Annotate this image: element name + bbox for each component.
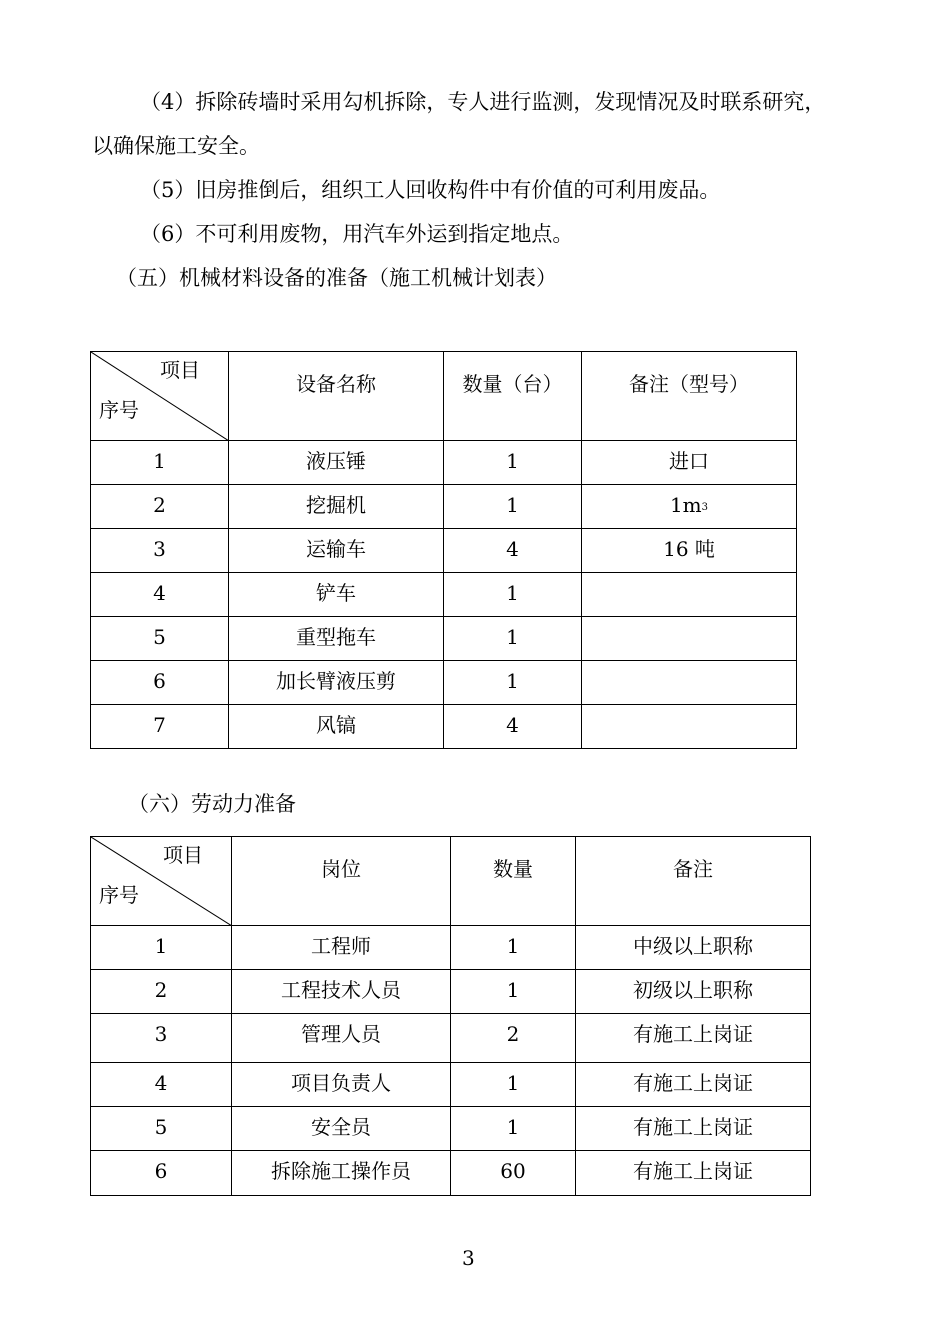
header-equipment-name: 设备名称: [229, 352, 444, 441]
table-row: [91, 441, 797, 485]
cell-remarks: [582, 617, 797, 661]
table-row: [91, 970, 811, 1014]
cell-remarks: 进口: [582, 441, 797, 485]
cell-serial: 2: [91, 970, 232, 1014]
cell-remarks: 有施工上岗证: [576, 1014, 811, 1063]
header-remarks-model: 备注（型号）: [582, 352, 797, 441]
cell-quantity: 1: [444, 617, 582, 661]
table-row: [91, 926, 811, 970]
cell-equipment-name: 风镐: [229, 705, 444, 749]
cell-equipment-name: 重型拖车: [229, 617, 444, 661]
page-number: 3: [462, 1246, 475, 1270]
table-row: [91, 573, 797, 617]
cell-quantity: 1: [451, 1107, 576, 1151]
cell-quantity: 1: [451, 970, 576, 1014]
paragraph-item-4-continued: 以确保施工安全。: [92, 134, 260, 158]
table-row: [91, 485, 797, 529]
cell-serial: 7: [91, 705, 229, 749]
cell-quantity: 1: [444, 573, 582, 617]
cell-serial: 4: [91, 573, 229, 617]
cell-post: 拆除施工操作员: [232, 1151, 451, 1196]
header-remarks: 备注: [576, 837, 811, 926]
cell-serial: 6: [91, 661, 229, 705]
remark-unit: 1m: [669, 493, 702, 517]
corner-label-item: 项目: [163, 843, 203, 867]
cell-serial: 5: [91, 617, 229, 661]
cell-remarks: 有施工上岗证: [576, 1107, 811, 1151]
cell-remarks: 有施工上岗证: [576, 1151, 811, 1196]
paragraph-item-6: （6）不可利用废物，用汽车外运到指定地点。: [140, 222, 574, 246]
cell-serial: 3: [91, 529, 229, 573]
table-row: [91, 1151, 811, 1196]
corner-label-serial: 序号: [99, 883, 139, 907]
cell-equipment-name: 运输车: [229, 529, 444, 573]
header-quantity: 数量: [451, 837, 576, 926]
machinery-table-header-row: [91, 352, 797, 441]
corner-label-serial: 序号: [99, 398, 139, 422]
cell-post: 项目负责人: [232, 1063, 451, 1107]
cell-quantity: 1: [444, 485, 582, 529]
header-post: 岗位: [232, 837, 451, 926]
cell-equipment-name: 液压锤: [229, 441, 444, 485]
corner-label-item: 项目: [160, 358, 200, 382]
cell-serial: 3: [91, 1014, 232, 1063]
cell-post: 安全员: [232, 1107, 451, 1151]
cell-equipment-name: 铲车: [229, 573, 444, 617]
section-title-machinery: （五）机械材料设备的准备（施工机械计划表）: [116, 266, 557, 290]
cell-serial: 6: [91, 1151, 232, 1196]
cell-remarks: 中级以上职称: [576, 926, 811, 970]
table-row: [91, 1063, 811, 1107]
table-row: [91, 1014, 811, 1063]
labor-table: [90, 836, 811, 1196]
cell-remarks: [582, 661, 797, 705]
labor-table-header-row: [91, 837, 811, 926]
table-row: [91, 661, 797, 705]
labor-table-corner-cell: [91, 837, 232, 926]
cell-quantity: 4: [444, 529, 582, 573]
cell-serial: 2: [91, 485, 229, 529]
cell-remarks: [582, 705, 797, 749]
cell-quantity: 4: [444, 705, 582, 749]
paragraph-item-4: （4）拆除砖墙时采用勾机拆除，专人进行监测，发现情况及时联系研究，: [140, 90, 826, 114]
cell-post: 工程技术人员: [232, 970, 451, 1014]
remark-unit-superscript: 3: [701, 502, 709, 513]
cell-remarks: [582, 573, 797, 617]
cell-remarks: 有施工上岗证: [576, 1063, 811, 1107]
cell-remarks: 初级以上职称: [576, 970, 811, 1014]
cell-quantity: 1: [444, 441, 582, 485]
header-quantity: 数量（台）: [444, 352, 582, 441]
table-row: [91, 617, 797, 661]
cell-quantity: 1: [444, 661, 582, 705]
cell-quantity: 1: [451, 1063, 576, 1107]
table-row: [91, 529, 797, 573]
table-row: [91, 1107, 811, 1151]
cell-post: 管理人员: [232, 1014, 451, 1063]
cell-serial: 5: [91, 1107, 232, 1151]
diagonal-line: [91, 837, 232, 926]
cell-equipment-name: 挖掘机: [229, 485, 444, 529]
machinery-table: [90, 351, 797, 749]
cell-remarks: [582, 485, 797, 529]
cell-serial: 1: [91, 441, 229, 485]
section-title-labor: （六）劳动力准备: [128, 792, 296, 816]
cell-remarks: 16 吨: [582, 529, 797, 573]
cell-quantity: 1: [451, 926, 576, 970]
cell-serial: 1: [91, 926, 232, 970]
cell-quantity: 2: [451, 1014, 576, 1063]
cell-quantity: 60: [451, 1151, 576, 1196]
cell-post: 工程师: [232, 926, 451, 970]
machinery-table-corner-cell: [91, 352, 229, 441]
cell-equipment-name: 加长臂液压剪: [229, 661, 444, 705]
paragraph-item-5: （5）旧房推倒后，组织工人回收构件中有价值的可利用废品。: [140, 178, 721, 202]
cell-serial: 4: [91, 1063, 232, 1107]
table-row: [91, 705, 797, 749]
